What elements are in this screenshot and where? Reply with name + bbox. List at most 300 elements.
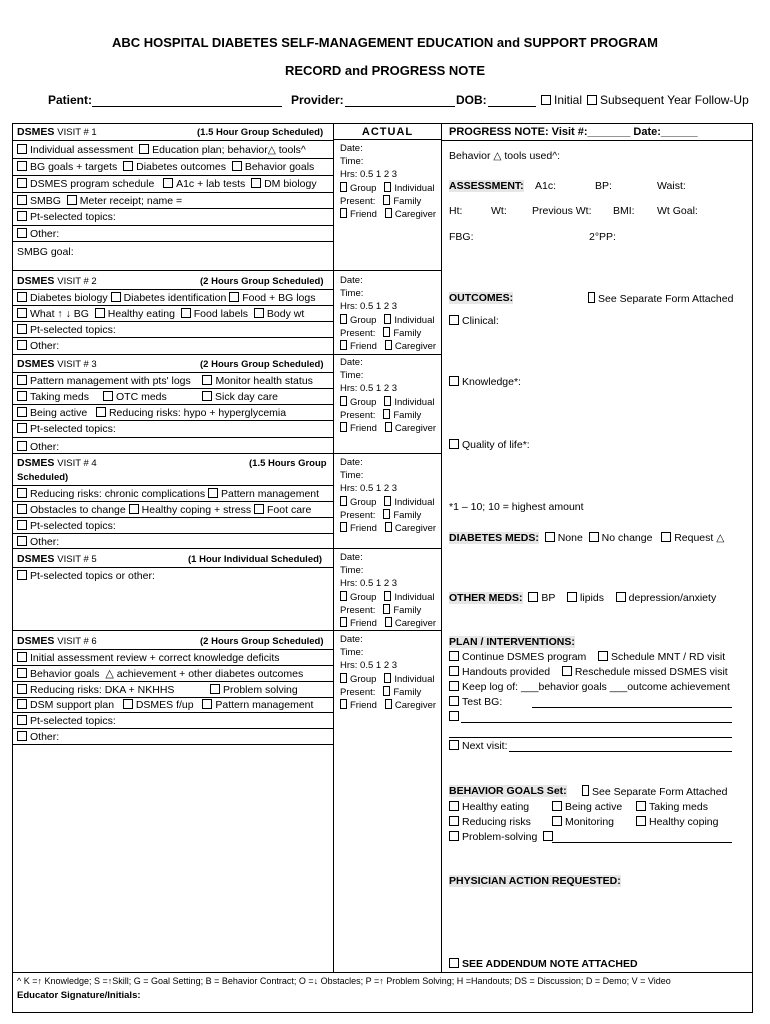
checkbox-icon[interactable]	[202, 699, 212, 709]
footer-divider	[12, 972, 753, 973]
item-label: Schedule MNT / RD visit	[610, 651, 726, 663]
actual-format	[340, 396, 434, 408]
item-label: Behavior goals	[244, 161, 315, 173]
item-label: Reschedule missed DSMES visit	[574, 666, 728, 678]
friend-label: Friend	[350, 523, 377, 534]
plan-row4	[449, 696, 502, 708]
checkbox-icon[interactable]	[181, 308, 191, 318]
checkbox-icon[interactable]	[17, 684, 27, 694]
item-label: DM biology	[264, 178, 317, 190]
plan-row3	[449, 681, 730, 693]
wt-label[interactable]: Wt:	[491, 205, 507, 217]
actual-date[interactable]: Date:	[340, 275, 363, 286]
actual-date[interactable]: Date:	[340, 634, 363, 645]
checkbox-icon[interactable]	[552, 816, 562, 826]
v6-row3b	[210, 684, 298, 696]
row-line	[12, 140, 333, 141]
checkbox-icon[interactable]	[340, 314, 347, 324]
checkbox-icon[interactable]	[17, 441, 27, 451]
checkbox-icon[interactable]	[254, 504, 264, 514]
present-label: Present:	[340, 687, 376, 698]
actual-time[interactable]: Time:	[340, 370, 364, 381]
goal-row1c	[636, 801, 708, 813]
checkbox-icon[interactable]	[17, 292, 27, 302]
item-label: Test BG:	[462, 696, 503, 708]
checkbox-icon[interactable]	[385, 340, 392, 350]
initial-checkbox[interactable]	[541, 94, 582, 106]
checkbox-icon[interactable]	[340, 617, 347, 627]
section-divider	[12, 453, 442, 454]
checkbox-icon[interactable]	[17, 504, 27, 514]
checkbox-icon[interactable]	[567, 592, 577, 602]
v1-row3	[17, 178, 317, 190]
none-label: None	[557, 532, 583, 544]
checkbox-icon[interactable]	[383, 509, 390, 519]
group-label: Group	[350, 315, 377, 326]
v5-row1	[17, 570, 155, 582]
v3-row5	[17, 441, 59, 453]
present-label: Present:	[340, 196, 376, 207]
item-label: Other:	[30, 340, 60, 352]
friend-label: Friend	[350, 209, 377, 220]
actual-hrs[interactable]: Hrs: 0.5 1 2 3	[340, 301, 398, 312]
item-label: Meter receipt; name =	[79, 195, 183, 207]
goal-row3	[449, 831, 556, 843]
caregiver-label: Caregiver	[394, 618, 437, 629]
checkbox-icon[interactable]	[111, 292, 121, 302]
row-line	[441, 140, 753, 141]
outcomes-separate[interactable]	[588, 292, 733, 305]
checkbox-icon[interactable]	[384, 673, 391, 683]
v6-row3a	[17, 684, 174, 696]
actual-time[interactable]: Time:	[340, 565, 364, 576]
row-line	[12, 533, 333, 534]
behavior-tools[interactable]: Behavior △ tools used^:	[449, 150, 561, 162]
item-label: Reducing risks: DKA + NKHHS	[30, 684, 175, 696]
section-divider	[12, 270, 442, 271]
section-divider	[12, 630, 442, 631]
checkbox-icon[interactable]	[449, 711, 459, 721]
row-line	[12, 744, 333, 745]
pp-label[interactable]: 2°PP:	[589, 231, 616, 243]
actual-time[interactable]: Time:	[340, 156, 364, 167]
checkbox-icon[interactable]	[96, 407, 106, 417]
checkbox-icon[interactable]	[383, 409, 390, 419]
dsmes-label: DSMES	[17, 457, 55, 469]
item-label: Food + BG logs	[242, 292, 316, 304]
actual-hrs[interactable]: Hrs: 0.5 1 2 3	[340, 660, 398, 671]
checkbox-icon[interactable]	[587, 95, 597, 105]
actual-present2	[340, 699, 436, 711]
patient-field[interactable]	[92, 106, 282, 107]
actual-hrs[interactable]: Hrs: 0.5 1 2 3	[340, 578, 398, 589]
checkbox-icon[interactable]	[449, 651, 459, 661]
actual-date[interactable]: Date:	[340, 143, 363, 154]
item-label: Handouts provided	[462, 666, 551, 678]
actual-present	[340, 509, 421, 521]
plan-blank-line-2[interactable]	[449, 737, 732, 738]
friend-label: Friend	[350, 700, 377, 711]
checkbox-icon[interactable]	[562, 666, 572, 676]
quality-outcome[interactable]	[449, 439, 530, 451]
item-label: Reducing risks	[462, 816, 531, 828]
checkbox-icon[interactable]	[340, 522, 347, 532]
v3-row3	[17, 407, 286, 419]
checkbox-icon[interactable]	[95, 308, 105, 318]
checkbox-icon[interactable]	[17, 211, 27, 221]
item-label: What ↑ ↓ BG	[30, 308, 89, 320]
plan-row1	[449, 651, 725, 663]
quality-label: Quality of life*:	[462, 439, 530, 451]
item-label: Pt-selected topics:	[30, 211, 116, 223]
actual-format	[340, 673, 434, 685]
item-label: Foot care	[267, 504, 312, 516]
actual-present2	[340, 522, 436, 534]
prevwt-label[interactable]: Previous Wt:	[532, 205, 592, 217]
checkbox-icon[interactable]	[17, 340, 27, 350]
waist-label[interactable]: Waist:	[657, 180, 686, 192]
checkbox-icon[interactable]	[229, 292, 239, 302]
checkbox-icon[interactable]	[129, 504, 139, 514]
checkbox-icon[interactable]	[251, 178, 261, 188]
row-line	[12, 175, 333, 176]
actual-time[interactable]: Time:	[340, 647, 364, 658]
checkbox-icon[interactable]	[202, 375, 212, 385]
item-label: Obstacles to change	[30, 504, 126, 516]
actual-format	[340, 496, 434, 508]
visit3-schedule: (2 Hours Group Scheduled)	[200, 359, 324, 370]
checkbox-icon[interactable]	[449, 376, 459, 386]
present-label: Present:	[340, 328, 376, 339]
dsmes-label: DSMES	[17, 275, 55, 287]
checkbox-icon[interactable]	[210, 684, 220, 694]
checkbox-icon[interactable]	[139, 144, 149, 154]
v1-row4	[17, 195, 182, 207]
checkbox-icon[interactable]	[340, 396, 347, 406]
v4-row3	[17, 520, 116, 532]
item-label: BG goals + targets	[30, 161, 118, 173]
dsmes-label: DSMES	[17, 635, 55, 647]
checkbox-icon[interactable]	[340, 182, 347, 192]
checkbox-icon[interactable]	[383, 686, 390, 696]
row-line	[12, 649, 333, 650]
actual-hrs[interactable]: Hrs: 0.5 1 2 3	[340, 383, 398, 394]
checkbox-icon[interactable]	[385, 422, 392, 432]
plan-row2	[449, 666, 728, 678]
test-bg-line[interactable]	[532, 707, 732, 708]
checkbox-icon[interactable]	[449, 801, 459, 811]
v6-row1	[17, 652, 279, 664]
checkbox-icon[interactable]	[449, 315, 459, 325]
checkbox-icon[interactable]	[17, 488, 27, 498]
actual-hrs[interactable]: Hrs: 0.5 1 2 3	[340, 169, 398, 180]
item-label: Being active	[30, 407, 88, 419]
fbg-label[interactable]: FBG:	[449, 231, 474, 243]
checkbox-icon[interactable]	[17, 178, 27, 188]
checkbox-icon[interactable]	[163, 178, 173, 188]
checkbox-icon[interactable]	[449, 696, 459, 706]
checkbox-icon[interactable]	[543, 831, 553, 841]
family-label: Family	[393, 510, 422, 521]
item-label: Healthy eating	[462, 801, 530, 813]
checkbox-icon[interactable]	[17, 731, 27, 741]
item-label: Keep log of: ___behavior goals ___outcome achievement	[462, 681, 730, 693]
actual-time[interactable]: Time:	[340, 288, 364, 299]
diabetes-meds	[449, 532, 724, 544]
row-line	[12, 305, 333, 306]
checkbox-icon[interactable]	[449, 958, 459, 968]
checkbox-icon[interactable]	[384, 314, 391, 324]
checkbox-icon[interactable]	[340, 340, 347, 350]
followup-checkbox[interactable]	[587, 94, 749, 106]
checkbox-icon[interactable]	[17, 570, 27, 580]
v3-row2a	[17, 391, 89, 403]
checkbox-icon[interactable]	[598, 651, 608, 661]
item-label: Initial assessment review + correct knowledge deficits	[30, 652, 280, 664]
checkbox-icon[interactable]	[123, 699, 133, 709]
checkbox-icon[interactable]	[449, 740, 459, 750]
checkbox-icon[interactable]	[340, 208, 347, 218]
actual-hrs[interactable]: Hrs: 0.5 1 2 3	[340, 483, 398, 494]
checkbox-icon[interactable]	[340, 496, 347, 506]
request-label: Request △	[674, 532, 725, 544]
visit-number: VISIT # 3	[57, 359, 97, 370]
checkbox-icon[interactable]	[17, 144, 27, 154]
checkbox-icon[interactable]	[449, 816, 459, 826]
dsmes-label: DSMES	[17, 126, 55, 138]
checkbox-icon[interactable]	[67, 195, 77, 205]
checkbox-icon[interactable]	[636, 816, 646, 826]
actual-present	[340, 604, 421, 616]
knowledge-outcome[interactable]	[449, 376, 521, 388]
visit5-schedule: (1 Hour Individual Scheduled)	[188, 554, 323, 565]
checkbox-icon[interactable]	[449, 831, 459, 841]
v4-row1	[17, 488, 319, 500]
v2-row4	[17, 340, 59, 352]
checkbox-icon[interactable]	[616, 592, 626, 602]
checkbox-icon[interactable]	[17, 324, 27, 334]
checkbox-icon[interactable]	[103, 391, 113, 401]
addendum-checkbox[interactable]	[449, 958, 638, 970]
assessment-label: ASSESSMENT:	[449, 180, 524, 192]
checkbox-icon[interactable]	[449, 681, 459, 691]
goal-row2b	[552, 816, 614, 828]
behavior-goals-separate[interactable]	[582, 785, 727, 798]
item-label: Monitor health status	[215, 375, 313, 387]
checkbox-icon[interactable]	[17, 423, 27, 433]
v2-row3	[17, 324, 116, 336]
row-line	[12, 501, 333, 502]
item-label: Pt-selected topics:	[30, 324, 116, 336]
v1-row1	[17, 144, 306, 156]
checkbox-icon[interactable]	[385, 699, 392, 709]
checkbox-icon[interactable]	[340, 699, 347, 709]
row-line	[12, 517, 333, 518]
item-label: DSMES f/up	[135, 699, 194, 711]
ht-label[interactable]: Ht:	[449, 205, 463, 217]
individual-label: Individual	[394, 674, 435, 685]
checkbox-icon[interactable]	[123, 161, 133, 171]
wtgoal-label[interactable]: Wt Goal:	[657, 205, 698, 217]
checkbox-icon[interactable]	[202, 391, 212, 401]
initial-label: Initial	[554, 93, 583, 107]
individual-label: Individual	[394, 497, 435, 508]
checkbox-icon[interactable]	[385, 617, 392, 627]
v1-row6	[17, 228, 59, 240]
caregiver-label: Caregiver	[394, 700, 437, 711]
checkbox-icon[interactable]	[384, 396, 391, 406]
v4-row4	[17, 536, 59, 548]
group-label: Group	[350, 183, 377, 194]
form-title: ABC HOSPITAL DIABETES SELF-MANAGEMENT EDUCATION and SUPPORT PROGRAM	[111, 35, 658, 50]
checkbox-icon[interactable]	[17, 652, 27, 662]
checkbox-icon[interactable]	[589, 532, 599, 542]
checkbox-icon[interactable]	[17, 161, 27, 171]
item-label: Individual assessment	[30, 144, 134, 156]
item-label: achievement + other diabetes outcomes	[116, 668, 304, 680]
checkbox-icon[interactable]	[17, 195, 27, 205]
checkbox-icon[interactable]	[17, 375, 27, 385]
behavior-goals-label: BEHAVIOR GOALS Set:	[449, 785, 567, 797]
checkbox-icon[interactable]	[552, 801, 562, 811]
checkbox-icon[interactable]	[582, 785, 589, 796]
dob-field[interactable]	[488, 106, 536, 107]
family-label: Family	[393, 196, 422, 207]
row-line	[12, 192, 333, 193]
checkbox-icon[interactable]	[340, 591, 347, 601]
actual-date[interactable]: Date:	[340, 357, 363, 368]
checkbox-icon[interactable]	[661, 532, 671, 542]
checkbox-icon[interactable]	[208, 488, 218, 498]
item-label: Behavior goals	[30, 668, 100, 680]
plan-blank-line[interactable]	[461, 722, 732, 723]
actual-format	[340, 314, 434, 326]
checkbox-icon[interactable]	[17, 228, 27, 238]
visit2-schedule: (2 Hours Group Scheduled)	[200, 276, 324, 287]
family-label: Family	[393, 687, 422, 698]
checkbox-icon[interactable]	[17, 520, 27, 530]
row-line	[12, 665, 333, 666]
row-line	[12, 567, 333, 568]
row-line	[12, 712, 333, 713]
visit2-header	[17, 275, 97, 288]
bp-med-label: BP	[541, 592, 556, 604]
item-label: Continue DSMES program	[462, 651, 587, 663]
checkbox-icon[interactable]	[384, 182, 391, 192]
item-label: Monitoring	[565, 816, 615, 828]
checkbox-icon[interactable]	[340, 422, 347, 432]
caregiver-label: Caregiver	[394, 523, 437, 534]
checkbox-icon[interactable]	[383, 195, 390, 205]
row-line	[12, 485, 333, 486]
checkbox-icon[interactable]	[17, 391, 27, 401]
actual-present2	[340, 208, 436, 220]
triangle-icon: △	[105, 668, 114, 680]
item-label: Healthy coping + stress	[141, 504, 252, 516]
caregiver-label: Caregiver	[394, 423, 437, 434]
goal-blank-line[interactable]	[552, 842, 732, 843]
item-label: Being active	[565, 801, 623, 813]
next-visit-line[interactable]	[509, 751, 732, 752]
caregiver-label: Caregiver	[394, 209, 437, 220]
checkbox-icon[interactable]	[449, 439, 459, 449]
checkbox-icon[interactable]	[383, 327, 390, 337]
checkbox-icon[interactable]	[528, 592, 538, 602]
checkbox-icon[interactable]	[384, 496, 391, 506]
v3-row2b	[103, 391, 167, 403]
progress-note-title[interactable]: PROGRESS NOTE: Visit #:_______ Date:______	[449, 126, 698, 138]
item-label: DSMES program schedule	[30, 178, 155, 190]
educator-signature[interactable]: Educator Signature/Initials:	[17, 990, 141, 1001]
checkbox-icon[interactable]	[385, 208, 392, 218]
bmi-label[interactable]: BMI:	[613, 205, 635, 217]
checkbox-icon[interactable]	[17, 715, 27, 725]
checkbox-icon[interactable]	[385, 522, 392, 532]
checkbox-icon[interactable]	[17, 699, 27, 709]
item-label: Pattern management	[221, 488, 320, 500]
provider-field[interactable]	[345, 106, 455, 107]
checkbox-icon[interactable]	[232, 161, 242, 171]
actual-time[interactable]: Time:	[340, 470, 364, 481]
v3-row4	[17, 423, 116, 435]
item-label: Problem solving	[223, 684, 298, 696]
v6-row4	[17, 699, 313, 711]
friend-label: Friend	[350, 618, 377, 629]
actual-date[interactable]: Date:	[340, 552, 363, 563]
row-line	[12, 681, 333, 682]
checkbox-icon[interactable]	[17, 407, 27, 417]
no-change-label: No change	[601, 532, 653, 544]
dsmes-label: DSMES	[17, 358, 55, 370]
v6-row2	[17, 668, 303, 680]
checkbox-icon[interactable]	[541, 95, 551, 105]
checkbox-icon[interactable]	[17, 536, 27, 546]
item-label: Other:	[30, 536, 60, 548]
knowledge-label: Knowledge*:	[462, 376, 521, 388]
visit4-schedule-2: Scheduled)	[17, 472, 69, 483]
checkbox-icon[interactable]	[384, 591, 391, 601]
checkbox-icon[interactable]	[636, 801, 646, 811]
individual-label: Individual	[394, 315, 435, 326]
group-label: Group	[350, 397, 377, 408]
checkbox-icon[interactable]	[17, 308, 27, 318]
checkbox-icon[interactable]	[340, 673, 347, 683]
actual-header: ACTUAL	[361, 126, 414, 138]
depression-label: depression/anxiety	[628, 592, 717, 604]
actual-present	[340, 195, 421, 207]
dob-label: DOB:	[456, 93, 487, 107]
checkbox-icon[interactable]	[17, 668, 27, 678]
other-meds	[449, 592, 716, 604]
row-line	[12, 372, 333, 373]
item-label: Taking meds	[30, 391, 89, 403]
a1c-label[interactable]: A1c:	[535, 180, 557, 192]
v1-row2	[17, 161, 314, 173]
checkbox-icon[interactable]	[254, 308, 264, 318]
actual-date[interactable]: Date:	[340, 457, 363, 468]
present-label: Present:	[340, 510, 376, 521]
bp-label[interactable]: BP:	[595, 180, 612, 192]
section-divider	[12, 548, 442, 549]
checkbox-icon[interactable]	[545, 532, 555, 542]
checkbox-icon[interactable]	[383, 604, 390, 614]
v6-row5	[17, 715, 116, 727]
checkbox-icon[interactable]	[588, 292, 595, 303]
v1-smbg-goal[interactable]: SMBG goal:	[17, 246, 74, 258]
checkbox-icon[interactable]	[449, 666, 459, 676]
item-label: Other:	[30, 228, 60, 240]
clinical-outcome[interactable]	[449, 315, 499, 327]
